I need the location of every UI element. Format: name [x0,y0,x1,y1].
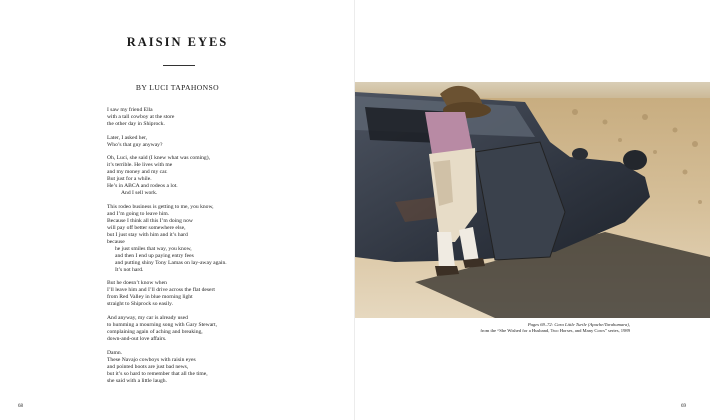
poem-line: Damn. [107,349,123,356]
poem-line: and my money and my car. [107,169,168,176]
poem-line: to humming a mourning song with Gary Stewart, [107,321,217,328]
poem-line: will pay off better somewhere else, [107,224,186,231]
poem-line: it’s terrible. He lives with me [107,162,173,169]
page-number-right: 69 [681,404,686,409]
title-rule [163,65,195,66]
poem-line: Who’s that guy anyway? [107,141,163,148]
poem-line: straight to Shiprock so easily. [107,301,173,308]
poem-line: down-and-out love affairs. [107,335,167,342]
poem-line: because [107,238,125,245]
poem-line: and I’m going to leave him. [107,210,170,217]
photograph [355,82,710,318]
poem-line: complaining again of aching and breaking, [107,328,203,335]
stanza [107,280,327,308]
stanza [107,107,327,128]
poem-line: and putting shiny Tony Lamas on lay-away again. [115,259,227,266]
stanza [107,350,327,385]
stanza [107,135,327,149]
poem-line: the other day in Shiprock. [107,121,165,127]
poem-line: and pointed boots are just bad news, [107,363,189,370]
poem-line: And anyway, my car is already used [107,314,188,321]
poem-line: from Red Valley in blue morning light [107,294,193,301]
poem-line: Oh, Luci, she said (I knew what was coming), [107,155,210,162]
poem-line: These Navajo cowboys with raisin eyes [107,356,196,363]
poem-line: It’s not hard. [115,266,144,273]
poem-line: Because I think all this I’m doing now [107,217,193,224]
poem-line: with a tall cowboy at the store [107,114,175,120]
byline: BY LUCI TAPAHONSO [135,83,220,92]
poem-line: He’s in ABCA and rodeos a lot. [107,183,178,190]
poem-line: and then I end up paying entry fees [115,252,194,259]
poem-line: but I just stay with him and it’s hard [107,231,188,238]
poem-title: RAISIN EYES [126,35,229,49]
caption-line-2: from the “She Wished for a Husband, Two Horses, and Many Cows” series, 1989 [480,327,630,333]
poem-line: he just smiles that way, you know, [115,245,192,252]
poem-line: Later, I asked her, [107,134,148,141]
poem-line: And I sell work. [121,190,158,197]
caption-line-1: Pages 69–72: Cara Little Turtle (Apache/Tarahumara), [527,322,630,327]
photo-illustration [355,82,710,318]
poem-body [107,107,327,391]
poem-line: I saw my friend Ella [107,107,153,113]
stanza [107,204,327,274]
stanza [107,315,327,343]
poem-line: But he doesn’t know when [107,280,167,287]
poem-line: This rodeo business is getting to me, you know, [107,203,214,210]
poem-line: but it’s so hard to remember that all the time, [107,370,208,377]
poem-line: she said with a little laugh. [107,377,167,384]
stanza [107,155,327,197]
poem-line: I’ll leave him and I’ll drive across the flat desert [107,287,215,294]
poem-line: But just for a while. [107,176,152,183]
page-number-left: 68 [18,404,23,409]
photo-caption [440,322,630,333]
